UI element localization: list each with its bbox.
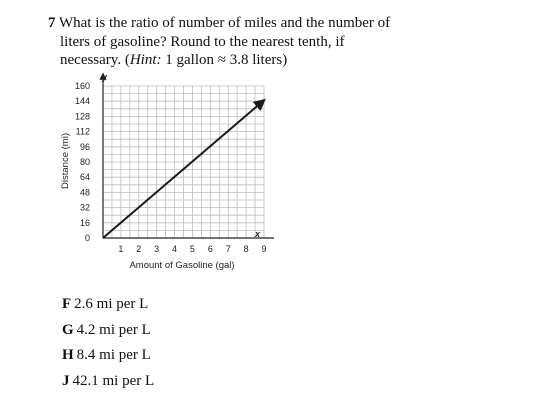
question-text bbox=[48, 14, 408, 70]
choice-f[interactable] bbox=[62, 295, 154, 321]
choice-h[interactable] bbox=[62, 346, 154, 372]
x-tick-label: 3 bbox=[154, 244, 160, 254]
choice-text: 8.4 mi per L bbox=[76, 347, 151, 364]
x-tick-label: 6 bbox=[207, 244, 213, 254]
choice-g[interactable] bbox=[62, 321, 154, 347]
hint-label: Hint: bbox=[129, 52, 162, 68]
choice-text: 2.6 mi per L bbox=[74, 296, 149, 312]
x-axis-variable: x bbox=[255, 229, 261, 239]
distance-gasoline-chart bbox=[56, 70, 286, 276]
y-tick-label: 160 bbox=[74, 81, 90, 91]
y-tick-label: 144 bbox=[74, 96, 90, 107]
y-tick-label: 64 bbox=[79, 172, 90, 183]
choice-letter: J bbox=[62, 373, 70, 390]
y-axis-variable: y bbox=[102, 72, 108, 82]
y-tick-label: 16 bbox=[79, 217, 90, 228]
question-line-3-prefix: necessary. ( bbox=[60, 52, 130, 68]
x-tick-label: 2 bbox=[136, 244, 142, 254]
x-tick-label: 9 bbox=[261, 244, 267, 254]
chart-axes bbox=[103, 74, 274, 238]
y-tick-label: 48 bbox=[79, 187, 90, 198]
y-tick-label: 32 bbox=[79, 202, 90, 213]
x-tick-label: 5 bbox=[189, 244, 195, 254]
y-tick-label: 112 bbox=[75, 126, 90, 137]
x-tick-label: 4 bbox=[172, 244, 178, 254]
chart-tick-labels bbox=[75, 81, 267, 254]
choice-letter: G bbox=[62, 321, 74, 338]
hint-text: 1 gallon ≈ 3.8 liters) bbox=[161, 52, 288, 68]
question-line-1 bbox=[48, 14, 408, 33]
choice-text: 4.2 mi per L bbox=[76, 321, 151, 338]
question-number: 7 bbox=[48, 15, 56, 31]
choice-letter: H bbox=[62, 347, 74, 364]
choice-text: 42.1 mi per L bbox=[72, 373, 155, 390]
x-axis-title: Amount of Gasoline (gal) bbox=[129, 260, 235, 271]
chart-grid bbox=[103, 86, 264, 238]
question-line-3 bbox=[48, 51, 408, 70]
choice-j[interactable] bbox=[62, 372, 154, 398]
y-axis-title: Distance (mi) bbox=[60, 133, 71, 189]
choice-letter: F bbox=[62, 296, 72, 312]
question-line-1-text: What is the ratio of number of miles and the number of bbox=[58, 15, 391, 31]
answer-choices bbox=[62, 295, 154, 398]
question-line-2: liters of gasoline? Round to the nearest tenth, if bbox=[60, 33, 345, 50]
x-tick-label: 8 bbox=[243, 244, 249, 254]
y-tick-label: 80 bbox=[79, 157, 90, 167]
x-tick-label: 7 bbox=[225, 244, 231, 254]
x-tick-label: 1 bbox=[118, 244, 124, 254]
y-tick-label: 96 bbox=[79, 141, 90, 152]
y-tick-label: 0 bbox=[84, 233, 90, 243]
y-tick-label: 128 bbox=[74, 111, 90, 122]
